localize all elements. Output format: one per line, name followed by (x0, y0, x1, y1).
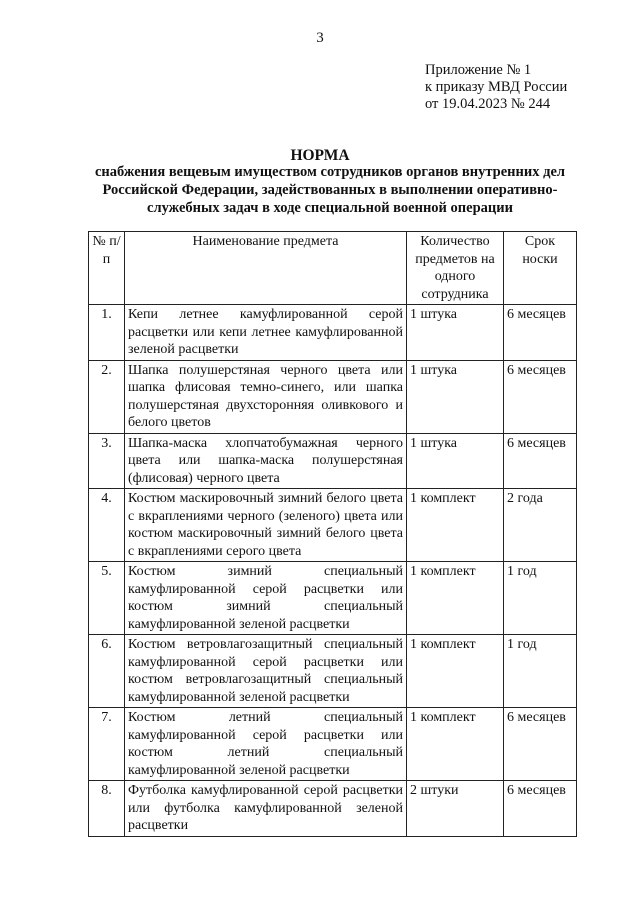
cell-term: 6 месяцев (504, 305, 577, 361)
table-row (89, 562, 577, 635)
cell-qty: 1 штука (407, 433, 504, 489)
cell-name: Костюм летний специальный камуфлированной серой расцветки или костюм летний специальный камуфлированной зеленой расцветки (125, 708, 407, 781)
table-row (89, 635, 577, 708)
table-row (89, 781, 577, 837)
cell-name: Шапка-маска хлопчатобумажная черного цвета или шапка-маска полушерстяная (флисовая) черного цвета (125, 433, 407, 489)
annex-line-2: к приказу МВД России (425, 79, 568, 95)
page-number: 3 (316, 30, 324, 46)
cell-name: Шапка полушерстяная черного цвета или шапка флисовая темно-синего, или шапка полушерстяная двухсторонняя оливкового и белого цветов (125, 360, 407, 433)
cell-term: 1 год (504, 635, 577, 708)
cell-term: 6 месяцев (504, 360, 577, 433)
cell-qty: 1 штука (407, 360, 504, 433)
cell-qty: 1 комплект (407, 489, 504, 562)
cell-name: Костюм маскировочный зимний белого цвета с вкраплениями черного (зеленого) цвета или костюм маскировочный зимний белого цвета с вкраплениями серого цвета (125, 489, 407, 562)
annex-block (425, 62, 567, 113)
cell-num: 7. (89, 708, 125, 781)
cell-name: Футболка камуфлированной серой расцветки или футболка камуфлированной зеленой расцветки (125, 781, 407, 837)
cell-qty: 2 штуки (407, 781, 504, 837)
table-header-row (89, 232, 577, 305)
annex-line-1: Приложение № 1 (425, 62, 532, 78)
table-row (89, 489, 577, 562)
cell-term: 2 года (504, 489, 577, 562)
cell-qty: 1 штука (407, 305, 504, 361)
table-row (89, 433, 577, 489)
document-subtitle: снабжения вещевым имуществом сотрудников органов внутренних дел Российской Федерации, задействованных в выполнении оперативно-служебных задач в ходе специальной военной операции (94, 164, 566, 216)
table-row (89, 305, 577, 361)
cell-num: 1. (89, 305, 125, 361)
cell-num: 4. (89, 489, 125, 562)
cell-term: 6 месяцев (504, 781, 577, 837)
cell-term: 1 год (504, 562, 577, 635)
cell-num: 2. (89, 360, 125, 433)
cell-term: 6 месяцев (504, 708, 577, 781)
table-body (89, 305, 577, 837)
cell-num: 3. (89, 433, 125, 489)
header-qty: Количество предметов на одного сотрудника (407, 232, 504, 305)
header-name: Наименование предмета (125, 232, 407, 305)
cell-qty: 1 комплект (407, 635, 504, 708)
cell-name: Костюм ветровлагозащитный специальный камуфлированной серой расцветки или костюм ветровлагозащитный специальный камуфлированной зеленой расцветки (125, 635, 407, 708)
cell-term: 6 месяцев (504, 433, 577, 489)
document-title: НОРМА (290, 147, 350, 164)
cell-qty: 1 комплект (407, 708, 504, 781)
cell-num: 6. (89, 635, 125, 708)
cell-name: Кепи летнее камуфлированной серой расцветки или кепи летнее камуфлированной зеленой расцветки (125, 305, 407, 361)
header-num: № п/п (89, 232, 125, 305)
cell-qty: 1 комплект (407, 562, 504, 635)
table-row (89, 708, 577, 781)
cell-num: 8. (89, 781, 125, 837)
cell-name: Костюм зимний специальный камуфлированной серой расцветки или костюм зимний специальный камуфлированной зеленой расцветки (125, 562, 407, 635)
table-row (89, 360, 577, 433)
header-term: Срок носки (504, 232, 577, 305)
annex-line-3: от 19.04.2023 № 244 (425, 96, 551, 112)
norms-table (88, 231, 577, 837)
cell-num: 5. (89, 562, 125, 635)
